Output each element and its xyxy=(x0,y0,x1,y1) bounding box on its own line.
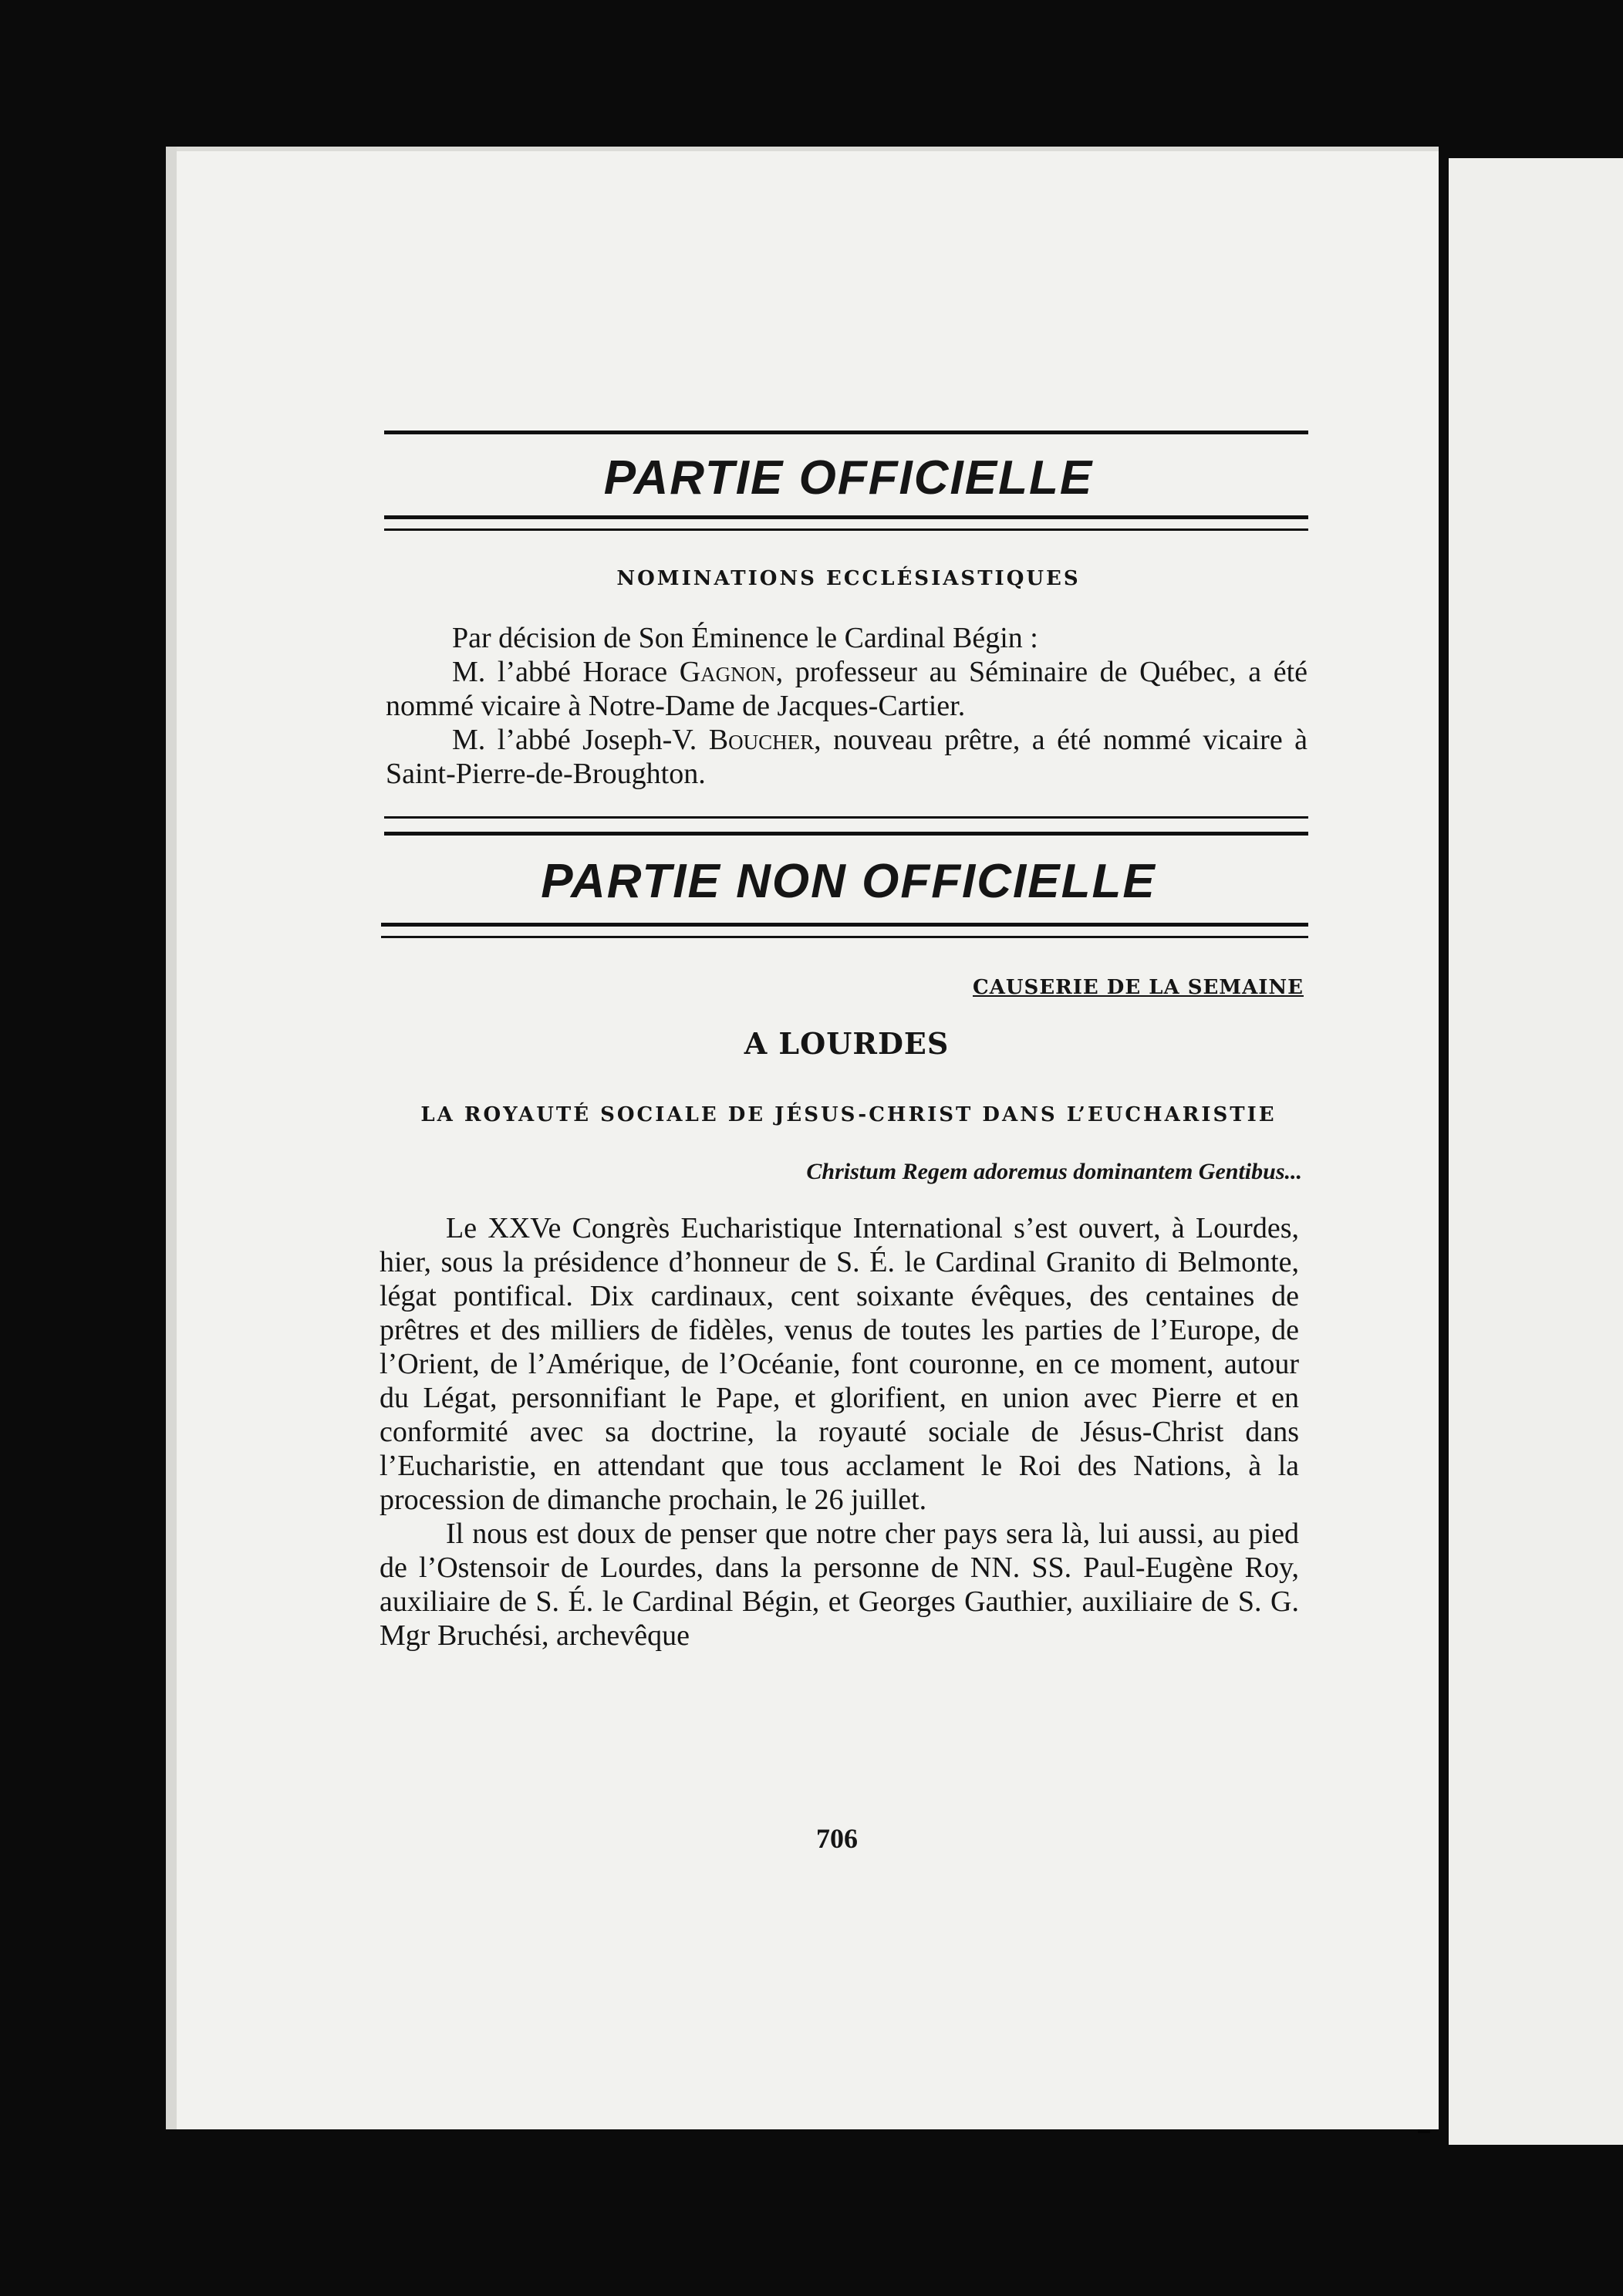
official-heading: PARTIE OFFICIELLE xyxy=(603,451,1094,505)
article-paragraph-2: Il nous est doux de penser que notre cher pays sera là, lui aussi, au pied de l’Ostensoir de Lourdes, dans la personne de NN. SS. Paul-Eugène Roy, auxiliaire de S. É. le Cardinal Bégin, et Georges Gauthier, auxiliaire de S. G. Mgr Bruchési, archevêque xyxy=(380,1518,1299,1652)
article-epigraph: Christum Regem adoremus dominantem Gentibus... xyxy=(806,1159,1302,1184)
top-rule-lower-1 xyxy=(384,515,1308,519)
article-title: A LOURDES xyxy=(744,1026,950,1061)
name-boucher: Boucher xyxy=(708,724,815,756)
article-subtitle: LA ROYAUTÉ SOCIALE DE JÉSUS-CHRIST DANS L’EUCHARISTIE xyxy=(420,1103,1277,1126)
page-number: 706 xyxy=(816,1823,858,1854)
nominations-intro: Par décision de Son Éminence le Cardinal Bégin : xyxy=(452,622,1038,654)
nominations-title: NOMINATIONS ECCLÉSIASTIQUES xyxy=(616,567,1081,590)
section-rubric: CAUSERIE DE LA SEMAINE xyxy=(973,976,1304,999)
name-gagnon: Gagnon xyxy=(679,656,776,688)
top-rule-upper xyxy=(384,430,1308,434)
nomination-gagnon: M. l’abbé Horace Gagnon, professeur au Séminaire de Québec, a été nommé vicaire à Notre-Dame de Jacques-Cartier. xyxy=(386,656,1308,722)
nominations-body xyxy=(386,621,1308,791)
middle-rule-upper-2 xyxy=(384,832,1308,836)
nomination-boucher: M. l’abbé Joseph-V. Boucher, nouveau prêtre, a été nommé vicaire à Saint-Pierre-de-Broughton. xyxy=(386,724,1308,790)
top-rule-lower-2 xyxy=(384,528,1308,531)
adjacent-page xyxy=(1449,158,1623,2145)
article-body xyxy=(380,1211,1299,1653)
middle-rule-upper-1 xyxy=(384,816,1308,819)
middle-rule-lower-1 xyxy=(381,923,1308,927)
unofficial-heading: PARTIE NON OFFICIELLE xyxy=(541,855,1156,908)
middle-rule-lower-2 xyxy=(381,936,1308,938)
article-paragraph-1: Le XXVe Congrès Eucharistique International s’est ouvert, à Lourdes, hier, sous la présidence d’honneur de S. É. le Cardinal Granito di Belmonte, légat pontifical. Dix cardinaux, cent soixante évêques, des centaines de prêtres et des milliers de fidèles, venus de toutes les parties de l’Europe, de l’Orient, de l’Amérique, de l’Océanie, font couronne, en ce moment, autour du Légat, personnifiant le Pape, et glorifient, en union avec Pierre et en conformité avec sa doctrine, la royauté sociale de Jésus-Christ dans l’Eucharistie, en attendant que tous acclament le Roi des Nations, à la procession de dimanche prochain, le 26 juillet. xyxy=(380,1212,1299,1516)
